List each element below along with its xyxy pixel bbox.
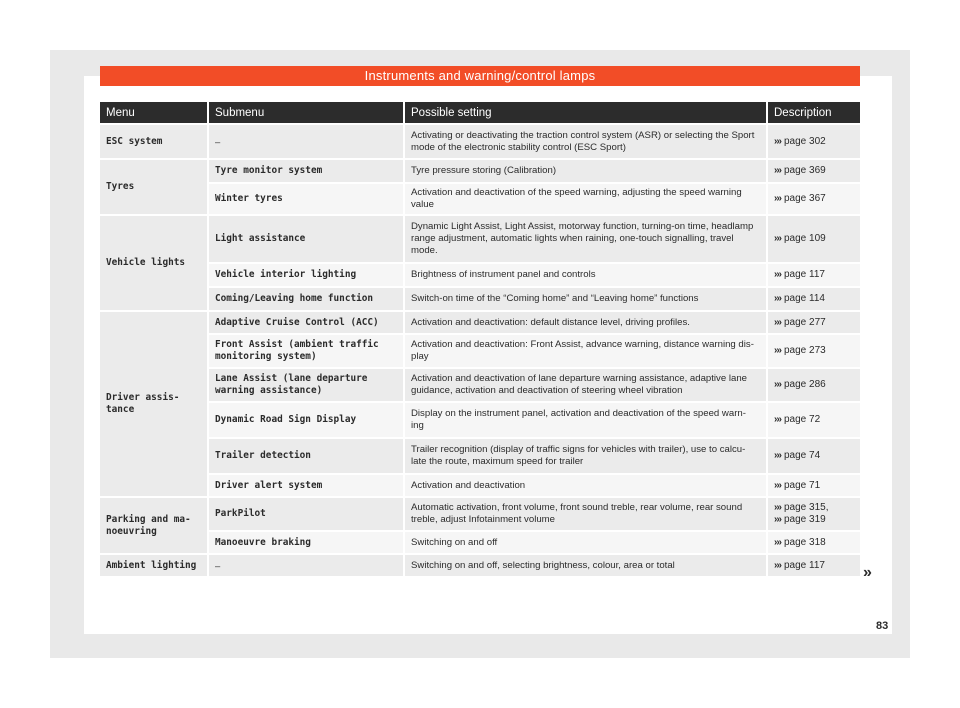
setting-cell: Switching on and off, selecting brightness, colour, area or total (405, 553, 768, 576)
setting-text: Activation and deactivation: Front Assist, advance warning, distance warning dis- play (411, 339, 754, 362)
table-row (100, 473, 860, 496)
page-arrow-icon: ››› (774, 316, 781, 328)
setting-cell (405, 401, 768, 437)
page-ref[interactable]: page 109 (784, 233, 826, 244)
submenu-cell: Trailer detection (209, 437, 405, 473)
description-cell (768, 530, 860, 553)
table-row (100, 262, 860, 286)
submenu-cell: ParkPilot (209, 496, 405, 530)
description-cell (768, 437, 860, 473)
setting-cell: Switching on and off (405, 530, 768, 553)
table-row (100, 182, 860, 214)
setting-cell: Activation and deactivation (405, 473, 768, 496)
table-row (100, 437, 860, 473)
menu-label: Parking and ma- noeuvring (106, 513, 191, 537)
page-arrow-icon: ››› (774, 379, 781, 390)
submenu-cell: Vehicle interior lighting (209, 262, 405, 286)
submenu-cell: Adaptive Cruise Control (ACC) (209, 310, 405, 333)
submenu-cell: Coming/Leaving home function (209, 286, 405, 310)
page-arrow-icon: ››› (774, 559, 781, 571)
page-arrow-icon: ››› (774, 479, 781, 491)
page-ref-line (774, 502, 854, 514)
submenu-cell: Dynamic Road Sign Display (209, 401, 405, 437)
menu-cell (100, 496, 209, 553)
page-ref[interactable]: page 117 (784, 559, 825, 571)
setting-cell: Activation and deactivation of the speed warning, adjusting the speed warning value (405, 182, 768, 214)
table-row (100, 310, 860, 333)
header-submenu: Submenu (209, 102, 405, 123)
header-description: Description (768, 102, 860, 123)
submenu-cell: – (209, 553, 405, 576)
table-header-row (100, 102, 860, 123)
page-ref[interactable]: page 114 (784, 293, 825, 304)
submenu-cell: Driver alert system (209, 473, 405, 496)
description-cell (768, 333, 860, 367)
description-cell (768, 286, 860, 310)
page-arrow-icon: ››› (774, 502, 781, 513)
page-arrow-icon: ››› (774, 233, 781, 244)
setting-cell: Tyre pressure storing (Calibration) (405, 158, 768, 182)
page-arrow-icon: ››› (774, 345, 781, 356)
page-ref[interactable]: page 315, (784, 502, 829, 513)
description-cell (768, 310, 860, 333)
page-ref[interactable]: page 286 (784, 379, 826, 390)
submenu-cell: Tyre monitor system (209, 158, 405, 182)
submenu-cell: – (209, 123, 405, 158)
menu-cell: Vehicle lights (100, 214, 209, 310)
setting-cell: Switch-on time of the “Coming home” and “Leaving home” functions (405, 286, 768, 310)
table-row (100, 214, 860, 262)
menu-cell: Tyres (100, 158, 209, 214)
description-cell (768, 496, 860, 530)
page-arrow-icon: ››› (774, 414, 781, 425)
submenu-cell: Manoeuvre braking (209, 530, 405, 553)
table-row (100, 286, 860, 310)
menu-cell (100, 310, 209, 496)
section-title: Instruments and warning/control lamps (100, 66, 860, 86)
page-arrow-icon: ››› (774, 135, 781, 147)
page-ref[interactable]: page 277 (784, 316, 826, 328)
continue-arrow-icon: » (863, 564, 872, 581)
page-ref-line (774, 514, 854, 526)
page-arrow-icon: ››› (774, 193, 781, 204)
table-row (100, 333, 860, 367)
table-row (100, 401, 860, 437)
submenu-cell: Front Assist (ambient traffic monitoring system) (209, 333, 405, 367)
settings-table (100, 102, 860, 576)
menu-label: Driver assis- tance (106, 392, 180, 415)
setting-cell: Dynamic Light Assist, Light Assist, motorway function, turning-on time, headlamp range adjustment, automatic lights when raining, one-touch signalling, travel mode. (405, 214, 768, 262)
page-ref[interactable]: page 318 (784, 536, 826, 548)
description-cell (768, 473, 860, 496)
setting-text: Display on the instrument panel, activation and deactivation of the speed warn- ing (411, 408, 746, 431)
page-ref[interactable]: page 72 (784, 414, 821, 425)
header-menu: Menu (100, 102, 209, 123)
table-row (100, 530, 860, 553)
description-cell (768, 123, 860, 158)
page-ref[interactable]: page 74 (784, 450, 821, 461)
page-ref[interactable]: page 367 (784, 193, 826, 204)
description-cell (768, 214, 860, 262)
setting-cell (405, 333, 768, 367)
setting-cell: Activation and deactivation: default distance level, driving profiles. (405, 310, 768, 333)
page-arrow-icon: ››› (774, 269, 781, 280)
description-cell (768, 367, 860, 401)
page-ref[interactable]: page 369 (784, 165, 826, 176)
setting-cell: Activating or deactivating the traction control system (ASR) or selecting the Sport mode of the electronic stability control (ESC Sport) (405, 123, 768, 158)
page-ref[interactable]: page 302 (784, 135, 826, 147)
page-arrow-icon: ››› (774, 450, 781, 461)
page-ref[interactable]: page 273 (784, 345, 826, 356)
page-arrow-icon: ››› (774, 293, 781, 304)
table-row (100, 553, 860, 576)
menu-cell: Ambient lighting (100, 553, 209, 576)
page-arrow-icon: ››› (774, 165, 781, 176)
setting-cell (405, 437, 768, 473)
setting-cell: Activation and deactivation of lane departure warning assistance, adaptive lane guidance, activation and deactivation of steering wheel vibration (405, 367, 768, 401)
page-number: 83 (876, 620, 889, 632)
table-row (100, 496, 860, 530)
submenu-cell: Winter tyres (209, 182, 405, 214)
page-ref[interactable]: page 117 (784, 269, 825, 280)
submenu-cell: Light assistance (209, 214, 405, 262)
menu-cell: ESC system (100, 123, 209, 158)
page-ref[interactable]: page 319 (784, 514, 826, 525)
submenu-cell: Lane Assist (lane departure warning assistance) (209, 367, 405, 401)
page-arrow-icon: ››› (774, 514, 781, 525)
page-ref[interactable]: page 71 (784, 479, 821, 491)
description-cell (768, 553, 860, 576)
description-cell (768, 262, 860, 286)
description-cell (768, 158, 860, 182)
header-possible-setting: Possible setting (405, 102, 768, 123)
description-cell (768, 401, 860, 437)
page-arrow-icon: ››› (774, 536, 781, 548)
setting-cell: Brightness of instrument panel and controls (405, 262, 768, 286)
setting-cell: Automatic activation, front volume, front sound treble, rear volume, rear sound treble, adjust Infotainment volume (405, 496, 768, 530)
table-row (100, 123, 860, 158)
description-cell (768, 182, 860, 214)
setting-text: Trailer recognition (display of traffic signs for vehicles with trailer), use to calcu- late the route, maximum speed for trailer (411, 444, 746, 467)
table-row (100, 158, 860, 182)
table-row (100, 367, 860, 401)
